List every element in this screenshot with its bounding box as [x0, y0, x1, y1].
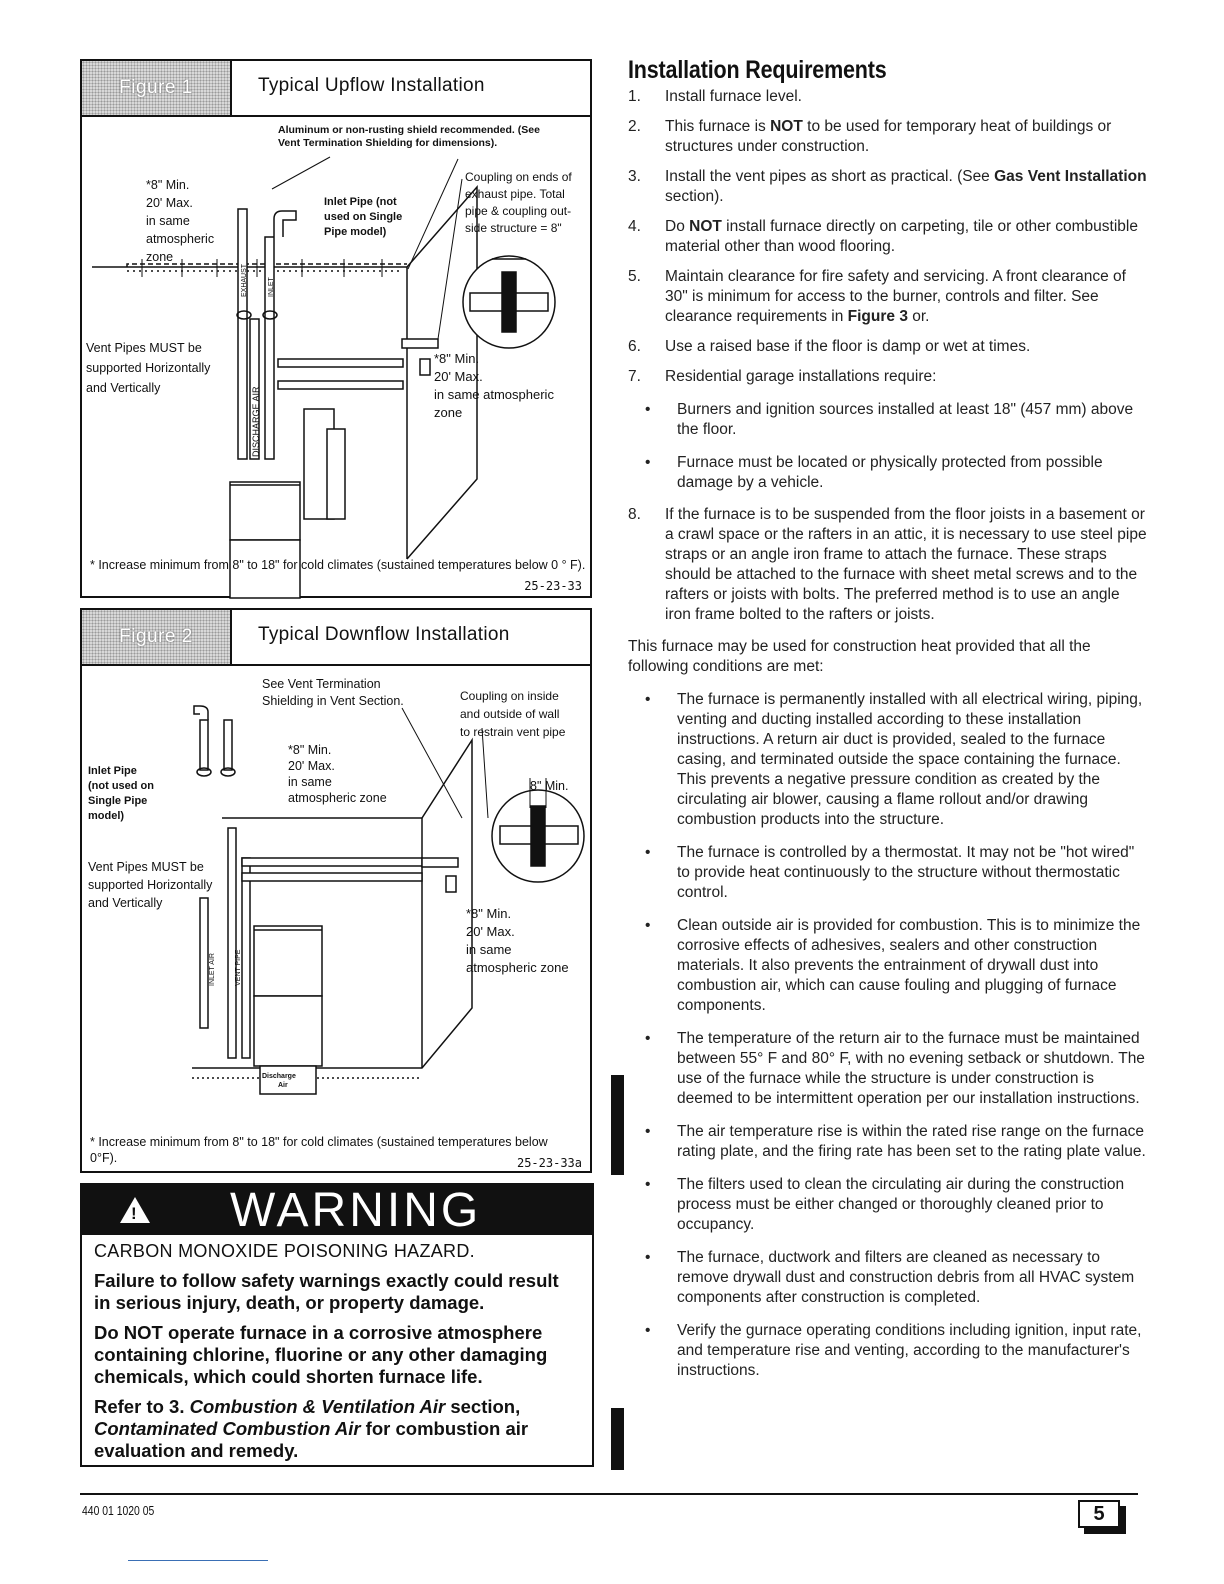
req-num-2: 2. — [628, 118, 641, 135]
construction-bullet-4: • The temperature of the return air to the furnace must be maintained between 55° F and 80° F, with no evening setback or shutdown. The use of the furnace while the structure is under construction is deemed to be intermittent operation per our installation instructions. — [628, 1029, 1148, 1109]
warning-p3-em2: Contaminated Combustion Air — [94, 1418, 361, 1439]
req-item-8 — [628, 505, 1148, 625]
warning-p3-mid: section, — [445, 1396, 521, 1417]
req-pre-2: This furnace is — [665, 118, 771, 135]
fig1-min-5: zone — [146, 250, 174, 264]
fig2-vent-2: supported Horizontally — [88, 878, 213, 892]
req-item-7 — [628, 367, 1148, 387]
req-item-2 — [628, 117, 1148, 157]
fig2-inlet-2: (not used on — [88, 780, 154, 792]
req-strong-4: NOT — [689, 218, 722, 235]
req-text-7: Residential garage installations require: — [665, 368, 937, 385]
req-num-1: 1. — [628, 88, 641, 105]
fig2-vent-3: and Vertically — [88, 896, 163, 910]
warning-para-1: Failure to follow safety warnings exactly could result in serious injury, death, or property damage. — [94, 1270, 559, 1313]
fig2-see-1: See Vent Termination — [262, 677, 381, 691]
fig2-zone-2: 20' Max. — [466, 924, 515, 939]
req-strong-2: NOT — [770, 118, 803, 135]
construction-bullet-6: • The filters used to clean the circulating air during the construction process must be either changed or thoroughly cleaned prior to occupancy. — [628, 1175, 1148, 1235]
req-post-2: to be used for temporary heat of buildings or structures under construction. — [665, 118, 1112, 155]
figure-1-code: 25-23-33 — [524, 579, 582, 593]
fig2-min-2: 20' Max. — [288, 759, 335, 773]
req-item-6 — [628, 337, 1148, 357]
fig1-shield-callout-2: Vent Termination Shielding for dimensions). — [278, 137, 498, 149]
vent-pipe-label: VENT PIPE — [235, 949, 242, 986]
req-item-3 — [628, 167, 1148, 207]
req-pre-5: Maintain clearance for fire safety and servicing. A front clearance of 30" is minimum for access to the burner, controls and filter. See clearance requirements in — [665, 268, 1126, 325]
req-item-5 — [628, 267, 1148, 327]
fig1-min-4: atmospheric — [146, 232, 215, 246]
fig2-8min: 8" Min. — [530, 779, 569, 793]
figure-1 — [80, 59, 592, 598]
fig2-inlet-3: Single Pipe — [88, 795, 148, 807]
upflow-diagram — [82, 119, 590, 559]
req-pre-3: Install the vent pipes as short as practical. (See — [665, 168, 995, 185]
req-text-1: Install furnace level. — [665, 88, 802, 105]
figure-1-note: * Increase minimum from 8" to 18" for cold climates (sustained temperatures below 0 ° F). — [90, 558, 586, 572]
fig2-zone-4: atmospheric zone — [466, 960, 569, 975]
footer-doc-number: 440 01 1020 05 — [82, 1503, 155, 1518]
fig2-zone-3: in same — [466, 942, 512, 957]
fig1-inlet-3: Pipe model) — [324, 226, 387, 238]
req-num-5: 5. — [628, 268, 641, 285]
fig1-min-1: *8" Min. — [146, 178, 190, 192]
req-item-1 — [628, 87, 1148, 107]
inlet-air-label: INLET AIR — [209, 953, 216, 986]
garage-bullet-2: • Furnace must be located or physically protected from possible damage by a vehicle. — [628, 453, 1148, 493]
warning-header — [82, 1185, 592, 1235]
fig1-zone-1: *8" Min. — [434, 351, 480, 366]
figure-2-code: 25-23-33a — [516, 1156, 582, 1170]
req-num-4: 4. — [628, 218, 641, 235]
construction-bullet-8: • Verify the gurnace operating conditions including ignition, input rate, and temperature rise and venting, according to the manufacturer's instructions. — [628, 1321, 1148, 1381]
req-text-6: Use a raised base if the floor is damp or wet at times. — [665, 338, 1031, 355]
discharge-air-2: Air — [278, 1082, 288, 1089]
fig2-coupling-2: and outside of wall — [460, 707, 560, 721]
req-num-6: 6. — [628, 338, 641, 355]
req-post-5: or. — [907, 308, 930, 325]
fig1-min-3: in same — [146, 214, 190, 228]
warning-para-2: Do NOT operate furnace in a corrosive atmosphere containing chlorine, fluorine or any other damaging chemicals, which could shorten furnace life. — [94, 1322, 548, 1387]
fig1-vent-3: and Vertically — [86, 381, 161, 395]
req-pre-4: Do — [665, 218, 690, 235]
page-number: 5 — [1078, 1500, 1120, 1528]
discharge-air-1: Discharge — [262, 1073, 296, 1080]
figure-1-header — [82, 61, 590, 117]
req-text-8: If the furnace is to be suspended from the floor joists in a basement or a crawl space or the rafters in an attic, it is necessary to use steel pipe straps or an angle iron frame to attach the furnace. These straps should be attached to the furnace with sheet metal screws and to the rafters or joists with bolts. The preferred method is to use an angle iron frame bolted to the rafters or joists. — [665, 506, 1147, 623]
fig1-vent-1: Vent Pipes MUST be — [86, 341, 202, 355]
discharge-air-label: DISCHARGE AIR — [251, 386, 261, 457]
change-bar-2 — [611, 1408, 624, 1470]
change-bar-1 — [611, 1075, 624, 1175]
warning-exclamation: ! — [131, 1204, 137, 1223]
fig2-min-3: in same — [288, 775, 332, 789]
figure-2-title: Typical Downflow Installation — [258, 624, 510, 645]
fig1-coupling-1: Coupling on ends of — [465, 170, 572, 184]
fig1-zone-2: 20' Max. — [434, 369, 483, 384]
req-num-3: 3. — [628, 168, 641, 185]
fig2-inlet-4: model) — [88, 810, 125, 822]
warning-word: WARNING — [230, 1183, 482, 1237]
req-post-3: section). — [665, 188, 724, 205]
fig1-vent-2: supported Horizontally — [86, 361, 211, 375]
req-num-7: 7. — [628, 368, 641, 385]
construction-bullet-2: • The furnace is controlled by a thermostat. It may not be "hot wired" to provide heat continuously to the structure without thermostatic control. — [628, 843, 1148, 903]
figure-2-header — [82, 610, 590, 666]
figure-2-tag: Figure 2 — [82, 610, 232, 664]
footer-rule — [80, 1493, 1138, 1495]
fig1-coupling-4: side structure = 8" — [465, 221, 562, 235]
fig1-coupling-3: pipe & coupling out- — [465, 204, 572, 218]
construction-bullet-7: • The furnace, ductwork and filters are cleaned as necessary to remove drywall dust and construction debris from all HVAC system components after construction is completed. — [628, 1248, 1148, 1308]
req-strong-3: Gas Vent Installation — [994, 168, 1147, 185]
construction-bullet-3: • Clean outside air is provided for combustion. This is to minimize the corrosive effects of adhesives, sealers and other construction materials. It also prevents the entrainment of drywall dust into combustion air, which can cause fouling and plugging of furnace components. — [628, 916, 1148, 1016]
warning-p3-post: for combustion air evaluation and remedy. — [94, 1418, 529, 1461]
fig1-zone-3: in same atmospheric — [434, 387, 554, 402]
inlet-label: INLET — [268, 277, 275, 297]
construction-intro: This furnace may be used for construction heat provided that all the following conditions are met: — [628, 638, 1091, 675]
figure-2 — [80, 608, 592, 1173]
fig1-inlet-2: used on Single — [324, 211, 403, 223]
figure-1-tag: Figure 1 — [82, 61, 232, 115]
fig1-inlet-1: Inlet Pipe (not — [324, 196, 397, 208]
fig1-zone-4: zone — [434, 405, 463, 420]
warning-p3-em1: Combustion & Ventilation Air — [189, 1396, 446, 1417]
garage-bullet-1: • Burners and ignition sources installed at least 18" (457 mm) above the floor. — [628, 400, 1148, 440]
warning-para-3 — [82, 1388, 592, 1462]
figure-1-title: Typical Upflow Installation — [258, 75, 485, 96]
figure-2-note: * Increase minimum from 8" to 18" for cold climates (sustained temperatures below 0°F). — [90, 1135, 548, 1165]
warning-triangle-icon — [120, 1197, 150, 1223]
requirements-title: Installation Requirements — [628, 56, 887, 84]
req-item-4 — [628, 217, 1148, 257]
req-num-8: 8. — [628, 506, 641, 523]
fig2-vent-1: Vent Pipes MUST be — [88, 860, 204, 874]
req-post-4: install furnace directly on carpeting, tile or other combustible material other than wood flooring. — [665, 218, 1138, 255]
footer-link-rule — [128, 1560, 268, 1561]
installation-requirements — [628, 56, 1148, 1381]
fig1-coupling-2: exhaust pipe. Total — [465, 187, 565, 201]
fig2-see-2: Shielding in Vent Section. — [262, 694, 404, 708]
downflow-diagram — [82, 668, 590, 1089]
fig2-coupling-1: Coupling on inside — [460, 689, 559, 703]
warning-subtitle: CARBON MONOXIDE POISONING HAZARD. — [94, 1241, 475, 1261]
construction-bullet-1: • The furnace is permanently installed with all electrical wiring, piping, venting and ducting installed according to these installation instructions. A return air duct is provided, sealed to the furnace casing, and terminated outside the space containing the furnace. This prevents a negative pressure condition as created by the circulating air blower, causing a flame rollout and/or drawing combustion products into the structure. — [628, 690, 1148, 830]
fig2-inlet-1: Inlet Pipe — [88, 765, 137, 777]
fig2-coupling-3: to restrain vent pipe — [460, 725, 566, 739]
fig2-min-1: *8" Min. — [288, 743, 332, 757]
exhaust-label: EXHAUST — [241, 263, 248, 297]
fig1-min-2: 20' Max. — [146, 196, 193, 210]
warning-box — [80, 1183, 594, 1467]
fig1-shield-callout-1: Aluminum or non-rusting shield recommended. (See — [278, 124, 540, 136]
construction-bullet-5: • The air temperature rise is within the rated rise range on the furnace rating plate, and the firing rate has been set to the rating plate value. — [628, 1122, 1148, 1162]
fig2-min-4: atmospheric zone — [288, 791, 387, 805]
fig2-zone-1: *8" Min. — [466, 906, 512, 921]
req-strong-5: Figure 3 — [847, 308, 908, 325]
warning-p3-pre: Refer to 3. — [94, 1396, 190, 1417]
